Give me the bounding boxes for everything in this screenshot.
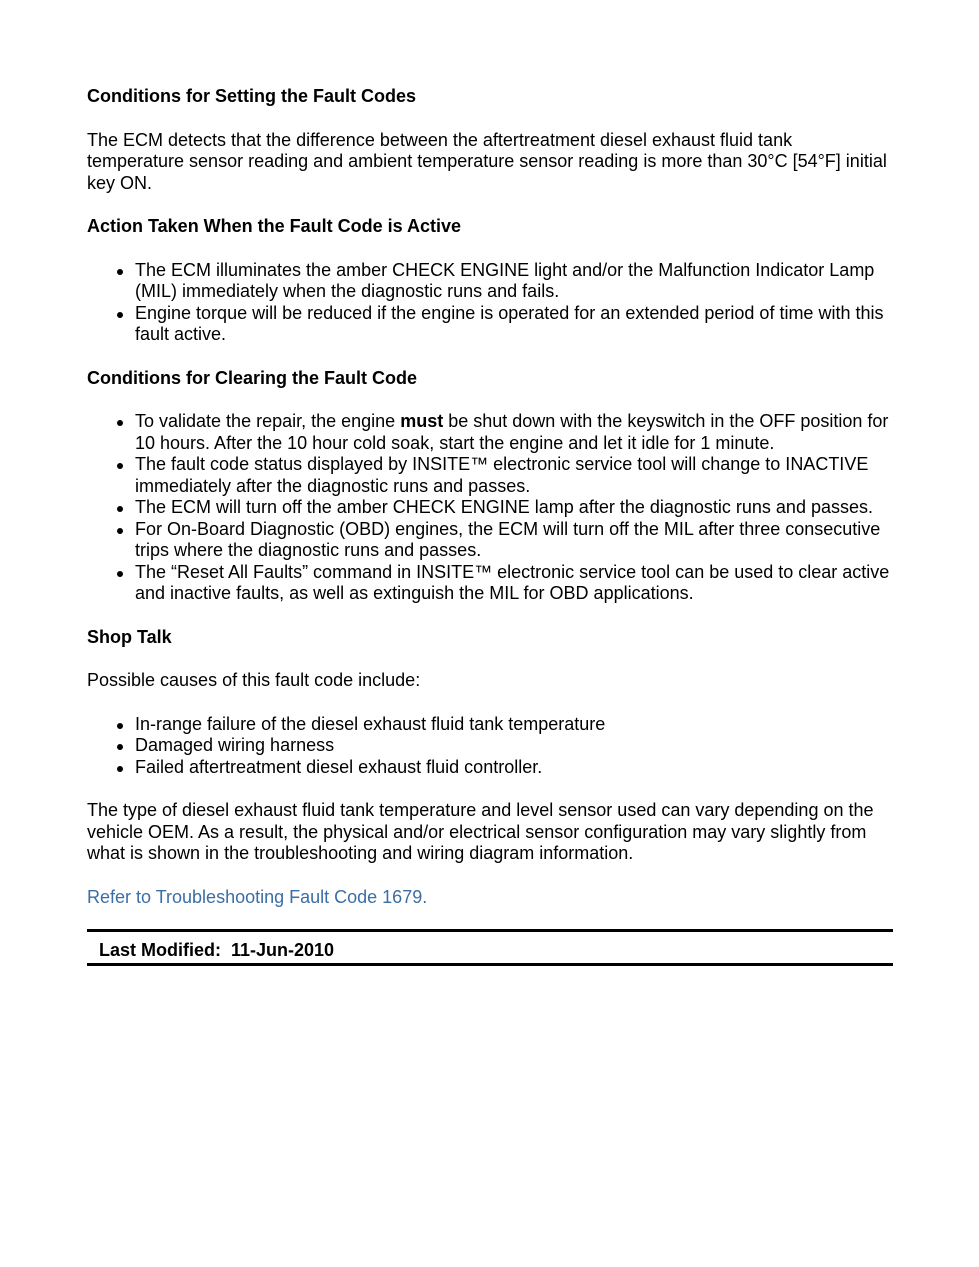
footer-bar: [87, 929, 893, 966]
shop-talk-intro: Possible causes of this fault code include:: [87, 670, 421, 690]
shop-talk-heading: Shop Talk: [87, 626, 172, 647]
list-item: [135, 562, 893, 605]
last-modified-label: Last Modified: 11-Jun-2010: [99, 940, 335, 960]
list-item-text: The “Reset All Faults” command in INSITE™ electronic service tool can be used to clear active and inactive faults, as well as extinguish the MIL for OBD applications.: [135, 561, 890, 603]
list-item: [135, 519, 893, 562]
emphasis-must: must: [400, 411, 444, 431]
bullet-icon: [117, 744, 123, 750]
list-item-text: The fault code status displayed by INSITE™ electronic service tool will change to INACTIVE immediately after the diagnostic runs and passes.: [135, 454, 869, 496]
list-item-text: The ECM will turn off the amber CHECK ENGINE lamp after the diagnostic runs and passes.: [135, 497, 873, 517]
clearing-conditions-list: [87, 411, 893, 605]
bullet-icon: [117, 312, 123, 318]
troubleshooting-link[interactable]: Refer to Troubleshooting Fault Code 1679.: [87, 886, 428, 907]
list-item: [135, 303, 893, 346]
document-page: [87, 86, 893, 966]
possible-causes-list: [87, 714, 893, 779]
list-item: [135, 735, 893, 757]
list-item: [135, 260, 893, 303]
list-item-text: Damaged wiring harness: [135, 735, 335, 755]
list-item-text: The ECM illuminates the amber CHECK ENGINE light and/or the Malfunction Indicator Lamp (MIL) immediately when the diagnostic runs and fails.: [135, 259, 875, 301]
list-item-text-pre: To validate the repair, the engine: [135, 411, 401, 431]
bullet-icon: [117, 528, 123, 534]
bullet-icon: [117, 463, 123, 469]
list-item-text: For On-Board Diagnostic (OBD) engines, the ECM will turn off the MIL after three consecutive trips where the diagnostic runs and passes.: [135, 518, 881, 560]
setting-conditions-text: The ECM detects that the difference between the aftertreatment diesel exhaust fluid tank temperature sensor reading and ambient temperature sensor reading is more than 30°C [54°F] initial key ON.: [87, 129, 887, 193]
bullet-icon: [117, 723, 123, 729]
bullet-icon: [117, 571, 123, 577]
list-item: [135, 411, 893, 454]
list-item-text: Failed aftertreatment diesel exhaust fluid controller.: [135, 756, 543, 777]
list-item: [135, 757, 893, 779]
list-item-text: In-range failure of the diesel exhaust fluid tank temperature: [135, 713, 606, 734]
list-item: [135, 454, 893, 497]
setting-conditions-heading: Conditions for Setting the Fault Codes: [87, 86, 416, 106]
action-taken-list: [87, 260, 893, 346]
clearing-conditions-heading: Conditions for Clearing the Fault Code: [87, 367, 417, 388]
bullet-icon: [117, 420, 123, 426]
bullet-icon: [117, 766, 123, 772]
bullet-icon: [117, 269, 123, 275]
list-item-text: Engine torque will be reduced if the engine is operated for an extended period of time with this fault active.: [135, 302, 884, 344]
list-item-text-post: be shut down with the keyswitch in the OFF position for 10 hours. After the 10 hour cold soak, start the engine and let it idle for 1 minute.: [135, 411, 889, 453]
list-item: [135, 497, 893, 519]
list-item: [135, 714, 893, 736]
shop-talk-note: The type of diesel exhaust fluid tank temperature and level sensor used can vary depending on the vehicle OEM. As a result, the physical and/or electrical sensor configuration may vary slightly from what is shown in the troubleshooting and wiring diagram information.: [87, 800, 874, 863]
bullet-icon: [117, 506, 123, 512]
action-taken-heading: Action Taken When the Fault Code is Active: [87, 216, 462, 236]
